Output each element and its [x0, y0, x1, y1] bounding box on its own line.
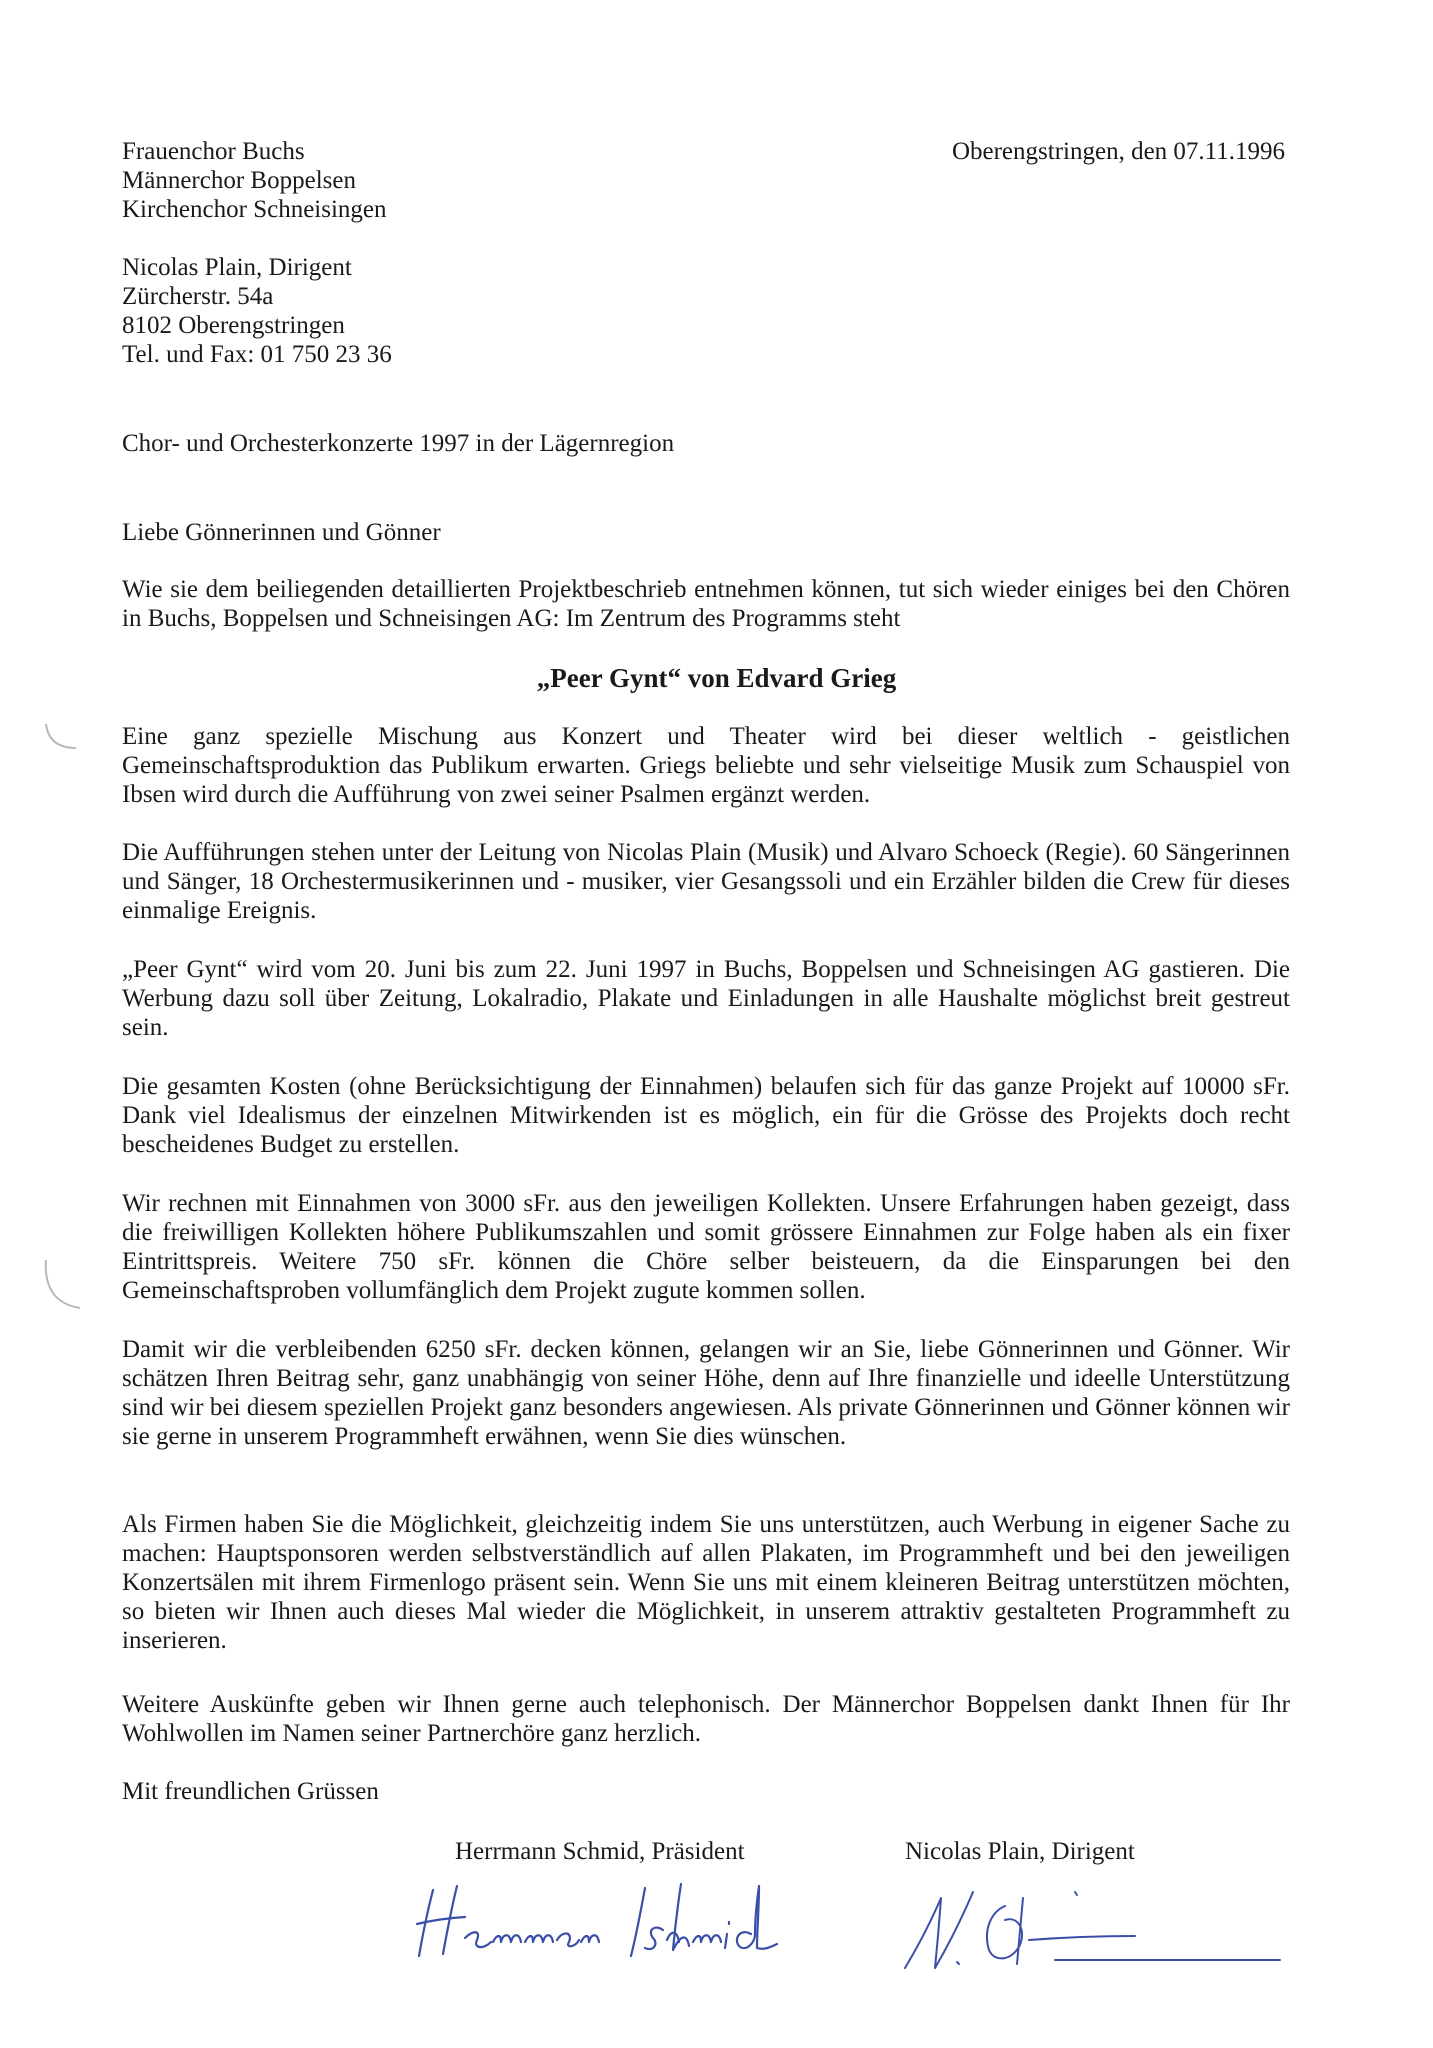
sender-line: Männerchor Boppelsen [122, 167, 356, 194]
contact-line: Tel. und Fax: 01 750 23 36 [122, 341, 392, 368]
work-title: „Peer Gynt“ von Edvard Grieg [536, 663, 897, 693]
signatory-name: Nicolas Plain, Dirigent [905, 1838, 1135, 1865]
signature-plain [895, 1868, 1295, 1978]
sender-line: Kirchenchor Schneisingen [122, 196, 387, 223]
contact-line: Zürcherstr. 54a [122, 283, 274, 310]
punch-hole-mark [42, 718, 92, 758]
letter-subject: Chor- und Orchesterkonzerte 1997 in der Lägernregion [122, 430, 675, 457]
contact-address [122, 253, 392, 369]
contact-line: Nicolas Plain, Dirigent [122, 254, 352, 281]
signatory-name: Herrmann Schmid, Präsident [455, 1838, 745, 1865]
closing: Mit freundlichen Grüssen [122, 1778, 379, 1805]
body-paragraph: Als Firmen haben Sie die Möglichkeit, gleichzeitig indem Sie uns unterstützen, auch Werbung in eigener Sache zu machen: Hauptsponsoren werden selbstverständlich auf allen Plakaten, im Programmheft und bei den jeweiligen Konzertsälen mit ihrem Firmenlogo präsent sein. Wenn Sie uns mit einem kleineren Beitrag unterstützen möchten, so bieten wir Ihnen auch dieses Mal wieder die Möglichkeit, in unserem attraktiv gestalteten Programmheft zu inserieren. [122, 1511, 1290, 1654]
body-paragraph: Weitere Auskünfte geben wir Ihnen gerne auch telephonisch. Der Männerchor Boppelsen dankt Ihnen für Ihr Wohlwollen im Namen seiner Partnerchöre ganz herzlich. [122, 1691, 1290, 1747]
letter-date: Oberengstringen, den 07.11.1996 [951, 138, 1285, 165]
body-paragraph: Wir rechnen mit Einnahmen von 3000 sFr. aus den jeweiligen Kollekten. Unsere Erfahrungen haben gezeigt, dass die freiwilligen Kollekten höhere Publikumszahlen und somit grössere Einnahmen zur Folge haben als ein fixer Eintrittspreis. Weitere 750 sFr. können die Chöre selber beisteuern, da die Einsparungen bei den Gemeinschaftsproben vollumfänglich dem Projekt zugute kommen sollen. [122, 1190, 1290, 1304]
body-paragraph: „Peer Gynt“ wird vom 20. Juni bis zum 22. Juni 1997 in Buchs, Boppelsen und Schneisingen AG gastieren. Die Werbung dazu soll über Zeitung, Lokalradio, Plakate und Einladungen in alle Haushalte möglichst breit gestreut sein. [122, 956, 1290, 1041]
body-paragraph: Die gesamten Kosten (ohne Berücksichtigung der Einnahmen) belaufen sich für das ganze Projekt auf 10000 sFr. Dank viel Idealismus der einzelnen Mitwirkenden ist es möglich, ein für die Grösse des Projekts doch recht bescheidenes Budget zu erstellen. [122, 1073, 1290, 1158]
contact-line: 8102 Oberengstringen [122, 312, 345, 339]
signature-schmid [405, 1868, 805, 1968]
sender-line: Frauenchor Buchs [122, 138, 305, 165]
body-paragraph: Die Aufführungen stehen unter der Leitung von Nicolas Plain (Musik) und Alvaro Schoeck (Regie). 60 Sängerinnen und Sänger, 18 Orchestermusikerinnen und - musiker, vier Gesangssoli und ein Erzähler bilden die Crew für dieses einmalige Ereignis. [122, 839, 1290, 924]
body-paragraph: Damit wir die verbleibenden 6250 sFr. decken können, gelangen wir an Sie, liebe Gönnerinnen und Gönner. Wir schätzen Ihren Beitrag sehr, ganz unabhängig von seiner Höhe, denn auf Ihre finanzielle und ideelle Unterstützung sind wir bei diesem speziellen Projekt ganz besonders angewiesen. Als private Gönnerinnen und Gönner können wir sie gerne in unserem Programmheft erwähnen, wenn Sie dies wünschen. [122, 1336, 1290, 1450]
punch-hole-mark [40, 1256, 90, 1316]
sender-address [122, 137, 387, 224]
salutation: Liebe Gönnerinnen und Gönner [122, 519, 441, 546]
intro-paragraph: Wie sie dem beiliegenden detaillierten Projektbeschrieb entnehmen können, tut sich wieder einiges bei den Chören in Buchs, Boppelsen und Schneisingen AG: Im Zentrum des Programms steht [122, 576, 1290, 632]
body-paragraph: Eine ganz spezielle Mischung aus Konzert und Theater wird bei dieser weltlich - geistlichen Gemeinschaftsproduktion das Publikum erwarten. Griegs beliebte und sehr vielseitige Musik zum Schauspiel von Ibsen wird durch die Aufführung von zwei seiner Psalmen ergänzt werden. [122, 723, 1290, 808]
